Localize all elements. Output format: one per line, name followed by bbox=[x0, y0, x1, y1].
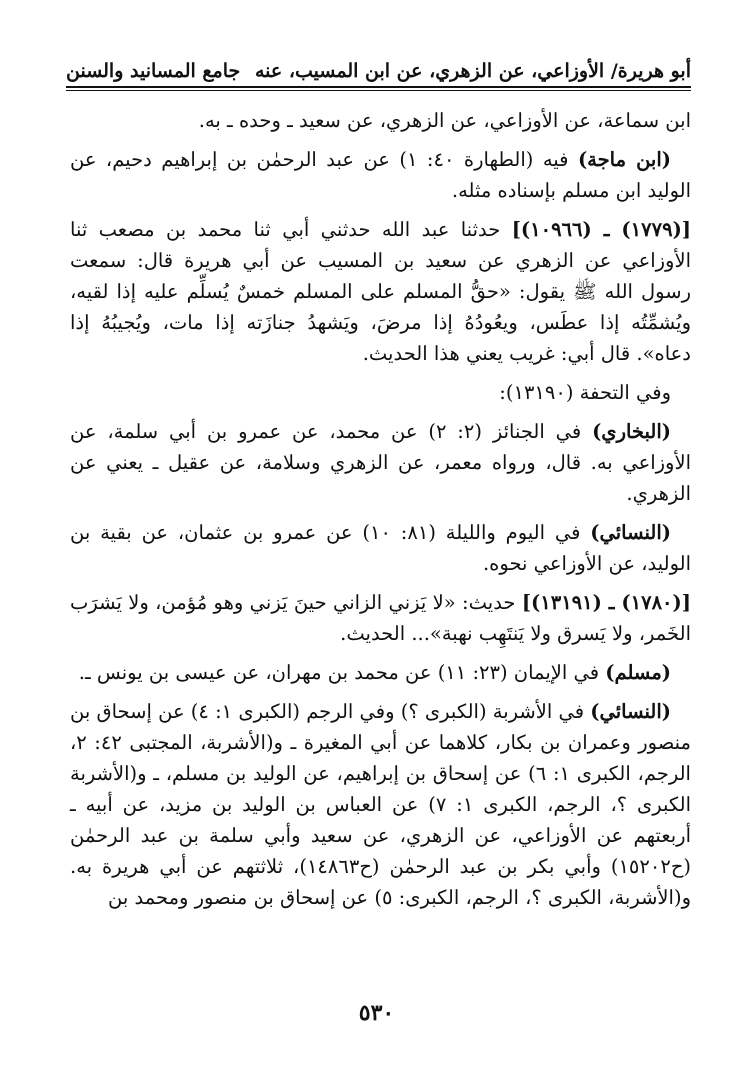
paragraph: (النسائي) في اليوم والليلة (٨١: ١٠) عن عمرو بن عثمان، عن بقية بن الوليد، عن الأوزاعي نحوه. bbox=[70, 521, 691, 575]
page-number: ٥٣٠ bbox=[358, 1000, 395, 1026]
hadith-paragraph: [(١٧٧٩) ـ (١٠٩٦٦)] حدثنا عبد الله حدثني أبي ثنا محمد بن مصعب ثنا الأوزاعي عن الزهري عن سعيد بن المسيب عن أبي هريرة قال: سمعت رسول الله ﷺ يقول: «حقُّ المسلم على المسلم خمسٌ يُسلِّم عليه إذا لقيه، ويُشمِّتُه إذا عطَس، ويعُودُهُ إذا مرضَ، ويَشهدُ جنازَته إذا مات، ويُجيبُهُ إذا دعاه». قال أبي: غريب يعني هذا الحديث. bbox=[70, 218, 692, 365]
paragraph: ابن سماعة، عن الأوزاعي، عن الزهري، عن سعيد ـ وحده ـ به. bbox=[198, 109, 691, 132]
paragraph: (البخاري) في الجنائز (٢: ٢) عن محمد، عن عمرو بن أبي سلمة، عن الأوزاعي به. قال، ورواه معمر، عن الزهري وسلامة، عن عقيل ـ يعني عن الزهري. bbox=[70, 420, 691, 505]
page-body bbox=[70, 105, 691, 921]
hadith-paragraph: [(١٧٨٠) ـ (١٣١٩١)] حديث: «لا يَزني الزاني حينَ يَزني وهو مُؤمن، ولا يَشرَب الخَمر، ولا يَسرق ولا يَنتَهِب نهبة»... الحديث. bbox=[70, 591, 691, 645]
header-rule bbox=[66, 86, 691, 88]
paragraph: (ابن ماجة) فيه (الطهارة ٤٠: ١) عن عبد الرحمٰن بن إبراهيم دحيم، عن الوليد ابن مسلم بإسناده مثله. bbox=[70, 148, 691, 202]
header-rule-thin bbox=[66, 90, 691, 91]
running-header bbox=[66, 50, 691, 82]
paragraph: (مسلم) في الإيمان (٢٣: ١١) عن محمد بن مهران، عن عيسى بن يونس ـ. bbox=[78, 661, 671, 684]
paragraph: وفي التحفة (١٣١٩٠): bbox=[499, 381, 671, 404]
header-chapter-title: أبو هريرة/ الأوزاعي، عن الزهري، عن ابن المسيب، عنه bbox=[255, 60, 691, 82]
paragraph: (النسائي) في الأشربة (الكبرى ؟) وفي الرجم (الكبرى ١: ٤) عن إسحاق بن منصور وعمران بن بكار، كلاهما عن أبي المغيرة ـ و(الأشربة، المجتبى ٤٢: ٢، الرجم، الكبرى ١: ٦) عن إسحاق بن إبراهيم، عن الوليد بن مسلم، ـ و(الأشربة الكبرى ؟، الرجم، الكبرى ١: ٧) عن العباس بن الوليد بن مزيد، عن أبيه ـ أربعتهم عن الأوزاعي، عن الزهري، عن سعيد وأبي سلمة بن عبد الرحمٰن (ح١٥٢٠٢) وأبي بكر بن عبد الرحمٰن (ح١٤٨٦٣)، ثلاثتهم عن أبي هريرة به. و(الأشربة، الكبرى ؟، الرجم، الكبرى: ٥) عن إسحاق بن منصور ومحمد بن bbox=[70, 700, 692, 909]
header-book-title: جامع المسانيد والسنن bbox=[66, 60, 241, 82]
